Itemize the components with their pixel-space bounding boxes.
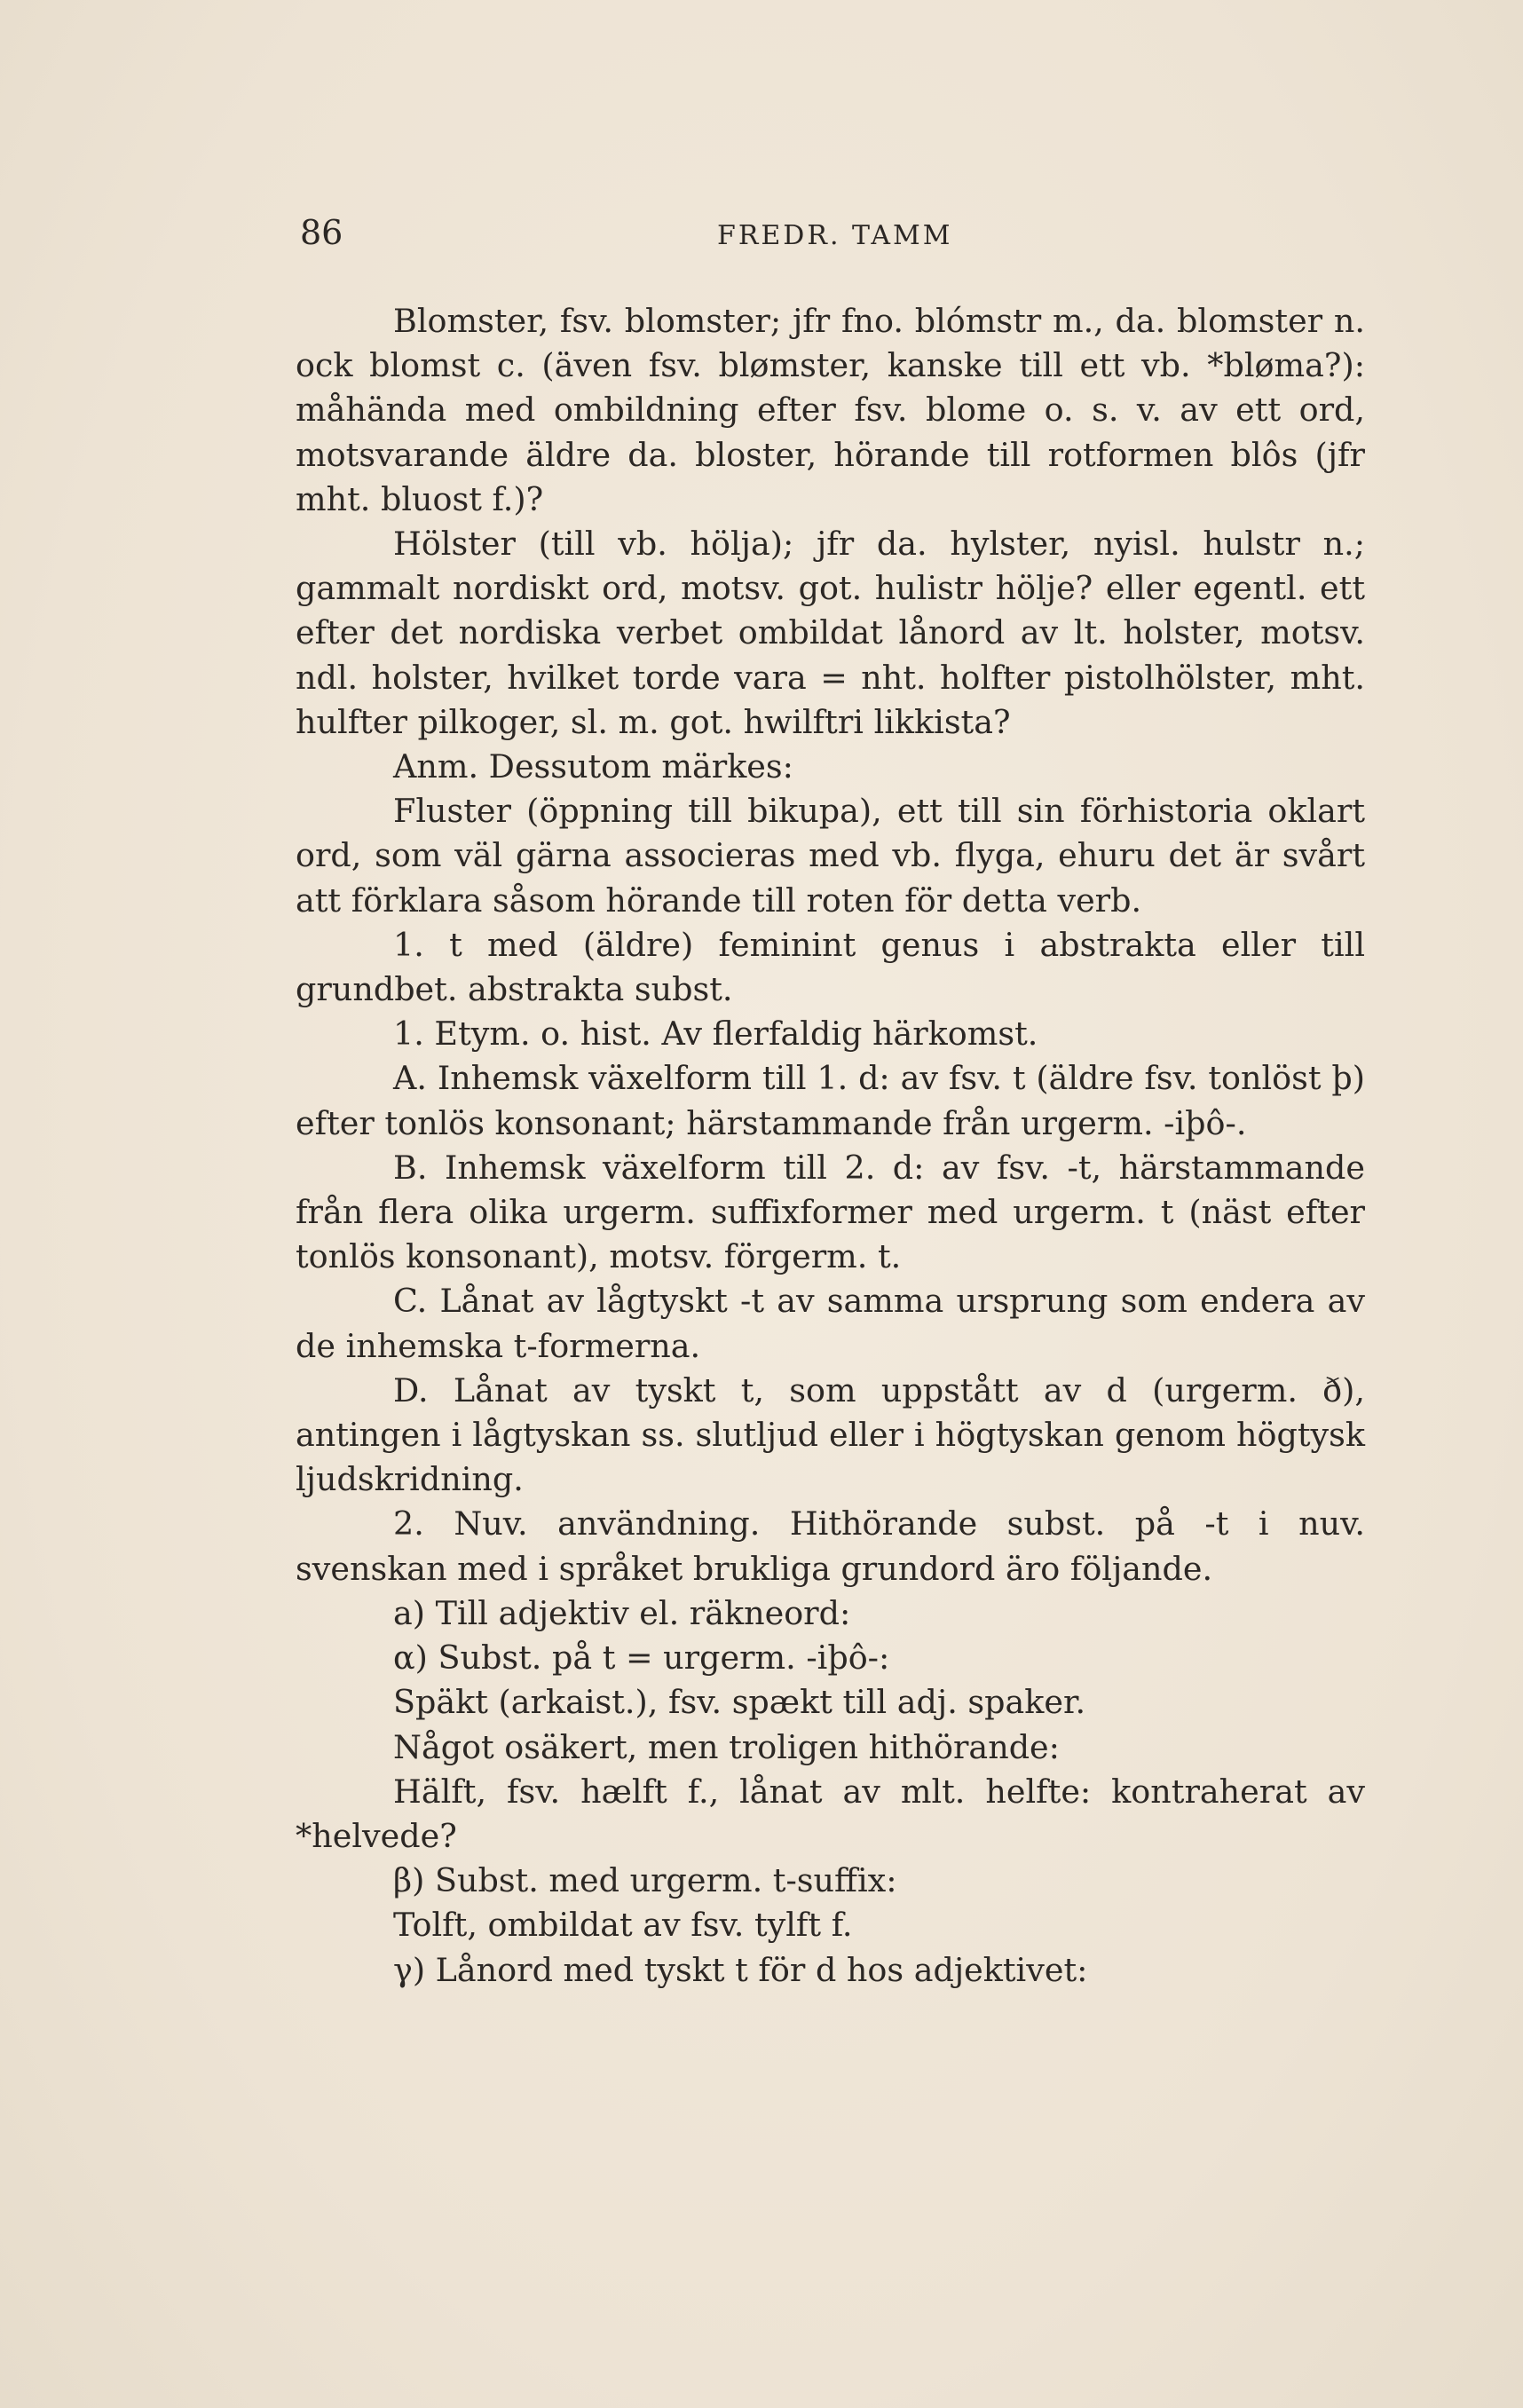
entry-blomster: Blomster, fsv. blomster; jfr fno. blómstr m., da. blomster n. ock blomst c. (även fsv. blømster, kanske till ett vb. *bløma?): måhända med ombildning efter fsv. blome o. s. v. av ett ord, motsvarande äldre da. bloster, hörande till rotformen blôs (jfr mht. bluost f.)? (296, 302, 1365, 518)
page-number: 86 (300, 213, 343, 252)
entry-tolft: Tolft, ombildat av fsv. tylft f. (393, 1906, 853, 1945)
item-b: B. Inhemsk växelform till 2. d: av fsv. -t, härstammande från flera olika urgerm. suffixformer med urgerm. t (näst efter tonlös konsonant), motsv. förgerm. t. (296, 1148, 1365, 1276)
body-text (296, 299, 1365, 1993)
item-a: A. Inhemsk växelform till 1. d: av fsv. t (äldre fsv. tonlöst þ) efter tonlös konsonant; härstammande från urgerm. -iþô-. (296, 1059, 1365, 1142)
entry-holster: Hölster (till vb. hölja); jfr da. hylster, nyisl. hulstr n.; gammalt nordiskt ord, motsv. got. hulistr hölje? eller egentl. ett efter det nordiska verbet ombildat lånord av lt. holster, motsv. ndl. holster, hvilket torde vara = nht. holfter pistolhölster, mht. hulfter pilkoger, sl. m. got. hwilftri likkista? (296, 525, 1365, 741)
subheading-alpha: α) Subst. på t = urgerm. -iþô-: (393, 1638, 890, 1678)
subheading-a: a) Till adjektiv el. räkneord: (393, 1593, 851, 1632)
section-heading: 1. t med (äldre) feminint genus i abstrakta eller till grundbet. abstrakta subst. (296, 925, 1365, 1009)
entry-halft: Hälft, fsv. hælft f., lånat av mlt. helfte: kontraherat av *helvede? (296, 1772, 1365, 1855)
running-head: FREDR. TAMM (717, 220, 953, 251)
subheading-gamma: γ) Lånord med tyskt t för d hos adjektivet: (393, 1950, 1088, 1989)
item-d: D. Lånat av tyskt t, som uppstått av d (urgerm. ð), antingen i lågtyskan ss. slutljud eller i högtyskan genom högtysk ljudskridning. (296, 1370, 1365, 1499)
item-c: C. Lånat av lågtyskt -t av samma ursprung som endera av de inhemska t-formerna. (296, 1282, 1365, 1365)
entry-spakt: Späkt (arkaist.), fsv. spækt till adj. spaker. (393, 1683, 1086, 1722)
subheading-beta: β) Subst. med urgerm. t-suffix: (393, 1861, 897, 1900)
subsection-usage: 2. Nuv. användning. Hithörande subst. på -t i nuv. svenskan med i språket brukliga grundord äro följande. (296, 1504, 1365, 1588)
subsection-etym: 1. Etym. o. hist. Av flerfaldig härkomst. (393, 1015, 1038, 1054)
entry-fluster: Fluster (öppning till bikupa), ett till sin förhistoria oklart ord, som väl gärna associeras med vb. flyga, ehuru det är svårt att förklara såsom hörande till roten för detta verb. (296, 792, 1365, 920)
note-heading: Anm. Dessutom märkes: (393, 747, 793, 786)
note-uncertain: Något osäkert, men troligen hithörande: (393, 1727, 1060, 1766)
page-header (300, 213, 1369, 257)
